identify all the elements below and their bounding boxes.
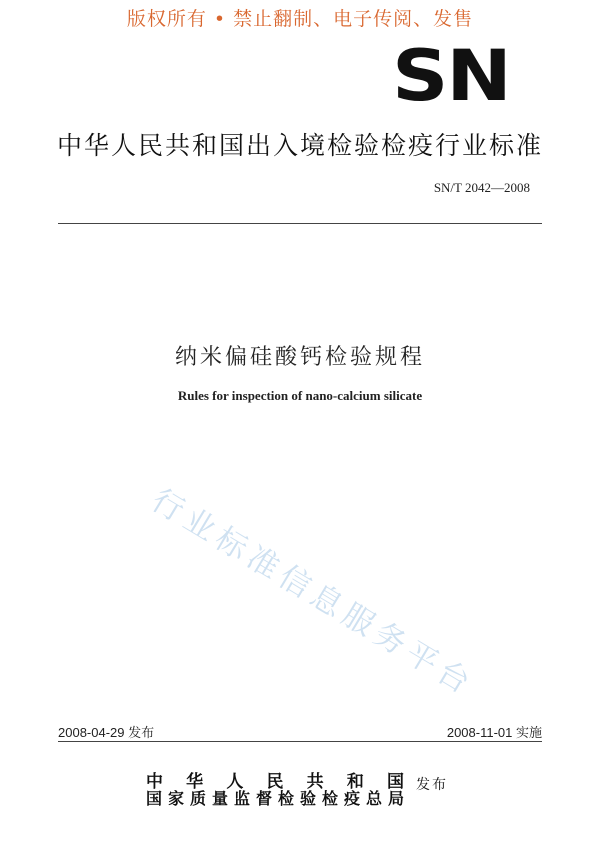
document-title-english: Rules for inspection of nano-calcium silicate [177, 388, 423, 403]
standard-number: SN/T 2042—2008 [433, 180, 530, 195]
top-divider [58, 223, 542, 224]
organization-title: 中华人民共和国出入境检验检疫行业标准 [56, 131, 543, 160]
implementation-date: 2008-11-01 实施 [446, 725, 542, 740]
issue-date: 2008-04-29 发布 [58, 725, 155, 740]
issuer-country: 中华人民共和国 [146, 772, 404, 792]
watermark: 行业标准信息服务平台 [145, 482, 482, 704]
bottom-divider [58, 741, 542, 742]
sn-logo: SN [392, 35, 510, 117]
issuer-agency: 国家质量监督检验检疫总局 [146, 789, 404, 808]
issue-label: 发布 [416, 777, 448, 793]
copyright-notice: 版权所有 • 禁止翻制、电子传阅、发售 [126, 8, 474, 30]
document-title-chinese: 纳米偏硅酸钙检验规程 [174, 345, 425, 370]
